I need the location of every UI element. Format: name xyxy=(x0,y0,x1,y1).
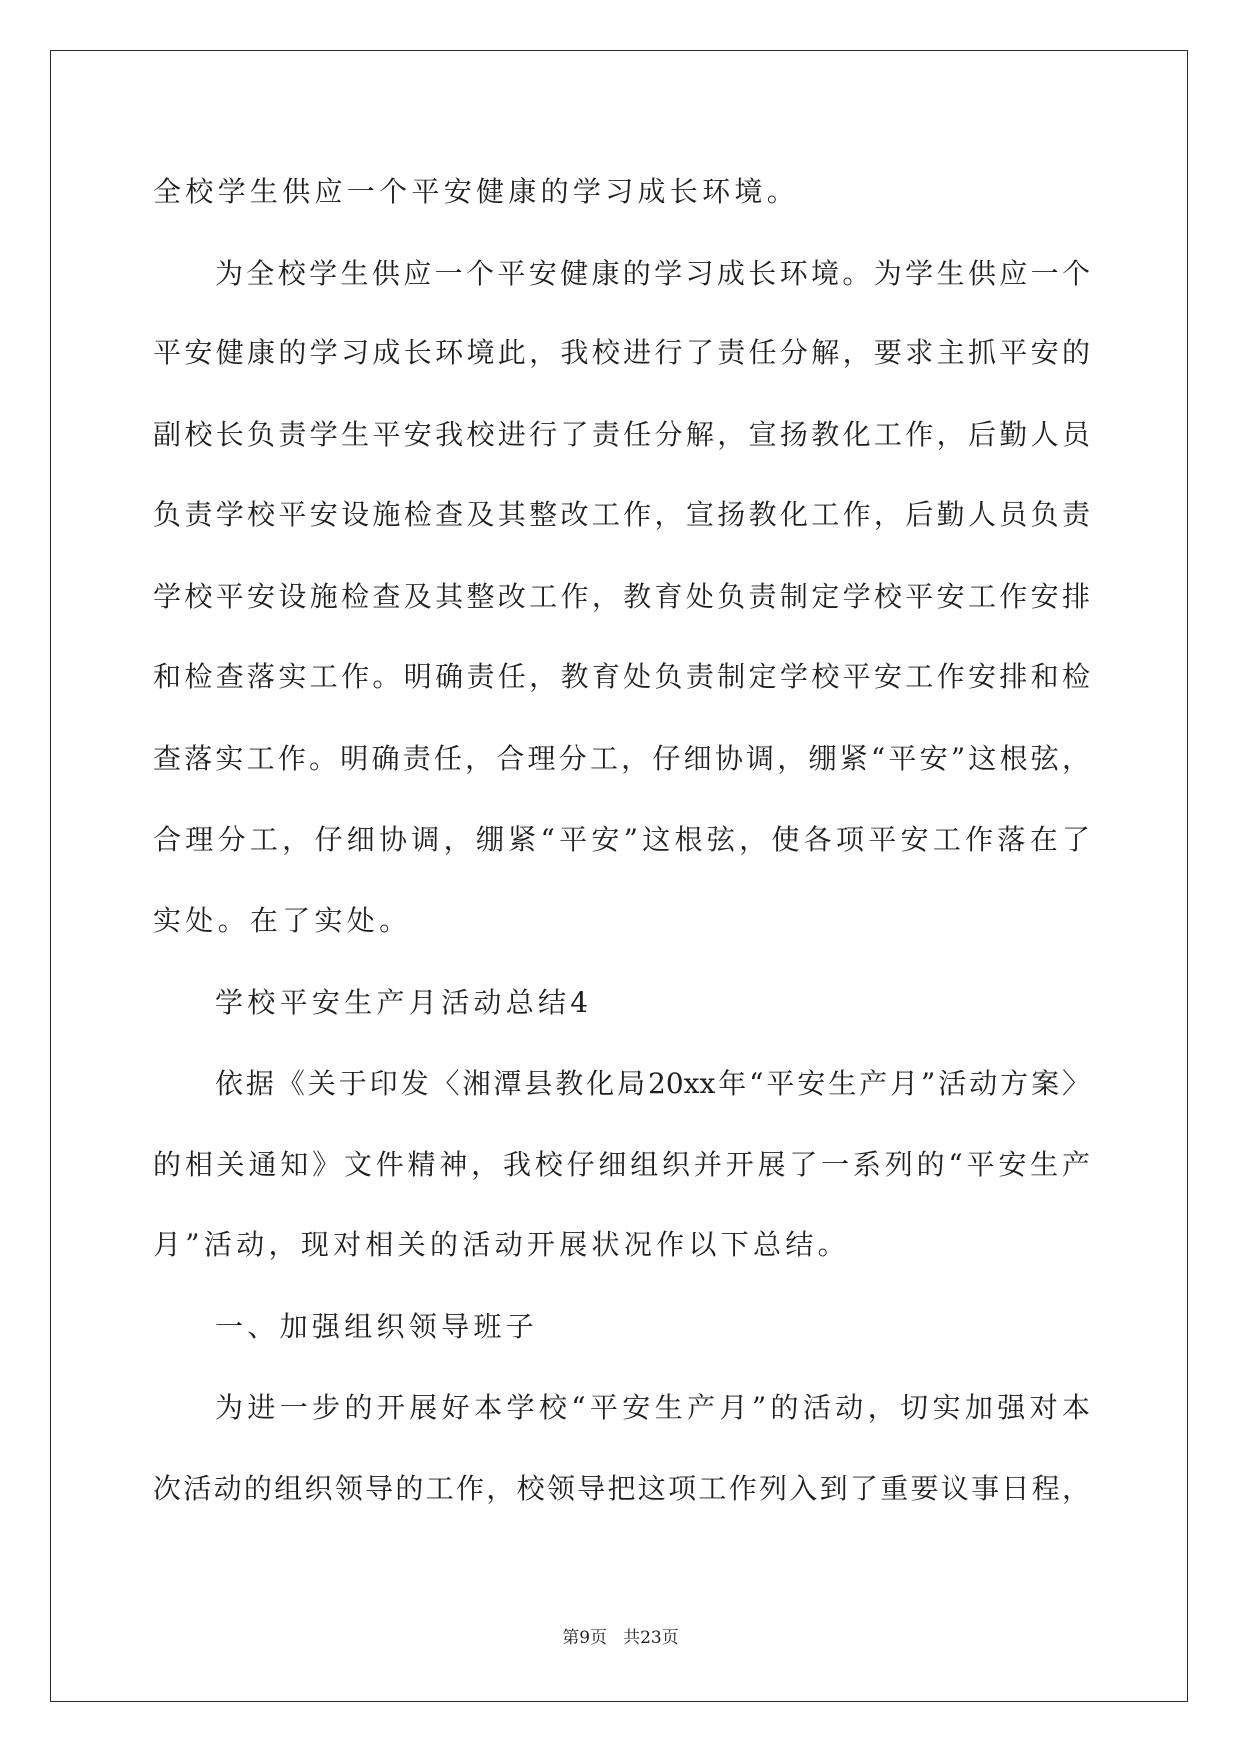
text-line: 为全校学生供应一个平安健康的学习成长环境。为学生供应一个 xyxy=(215,257,1090,290)
text-line: 负责学校平安设施检查及其整改工作，宣扬教化工作，后勤人员负责 xyxy=(153,498,1090,531)
page-border xyxy=(50,50,1188,1702)
page-number: 第9页 xyxy=(562,1628,608,1648)
text-line: 学校平安设施检查及其整改工作，教育处负责制定学校平安工作安排 xyxy=(153,580,1090,613)
text-line: 和检查落实工作。明确责任，教育处负责制定学校平安工作安排和检 xyxy=(153,660,1090,693)
text-line: 实处。在了实处。 xyxy=(153,904,412,937)
text-line: 查落实工作。明确责任，合理分工，仔细协调，绷紧“平安”这根弦， xyxy=(153,742,1090,775)
text-line: 合理分工，仔细协调，绷紧“平安”这根弦，使各项平安工作落在了 xyxy=(153,823,1090,856)
text-line: 月”活动，现对相关的活动开展状况作以下总结。 xyxy=(153,1228,850,1261)
text-line: 的相关通知》文件精神，我校仔细组织并开展了一系列的“平安生产 xyxy=(153,1148,1090,1181)
subsection-heading: 一、加强组织领导班子 xyxy=(215,1310,539,1343)
section-heading: 学校平安生产月活动总结4 xyxy=(215,986,593,1019)
text-line: 依据《关于印发〈湘潭县教化局20xx年“平安生产月”活动方案〉 xyxy=(215,1067,1090,1100)
page-footer xyxy=(0,1626,1241,1650)
text-line: 为进一步的开展好本学校“平安生产月”的活动，切实加强对本 xyxy=(215,1391,1090,1424)
text-line: 副校长负责学生平安我校进行了责任分解，宣扬教化工作，后勤人员 xyxy=(153,418,1090,451)
text-line: 全校学生供应一个平安健康的学习成长环境。 xyxy=(153,175,800,208)
text-line: 次活动的组织领导的工作，校领导把这项工作列入到了重要议事日程， xyxy=(153,1472,1090,1505)
page-total: 共23页 xyxy=(623,1628,679,1648)
text-line: 平安健康的学习成长环境此，我校进行了责任分解，要求主抓平安的 xyxy=(153,336,1090,369)
